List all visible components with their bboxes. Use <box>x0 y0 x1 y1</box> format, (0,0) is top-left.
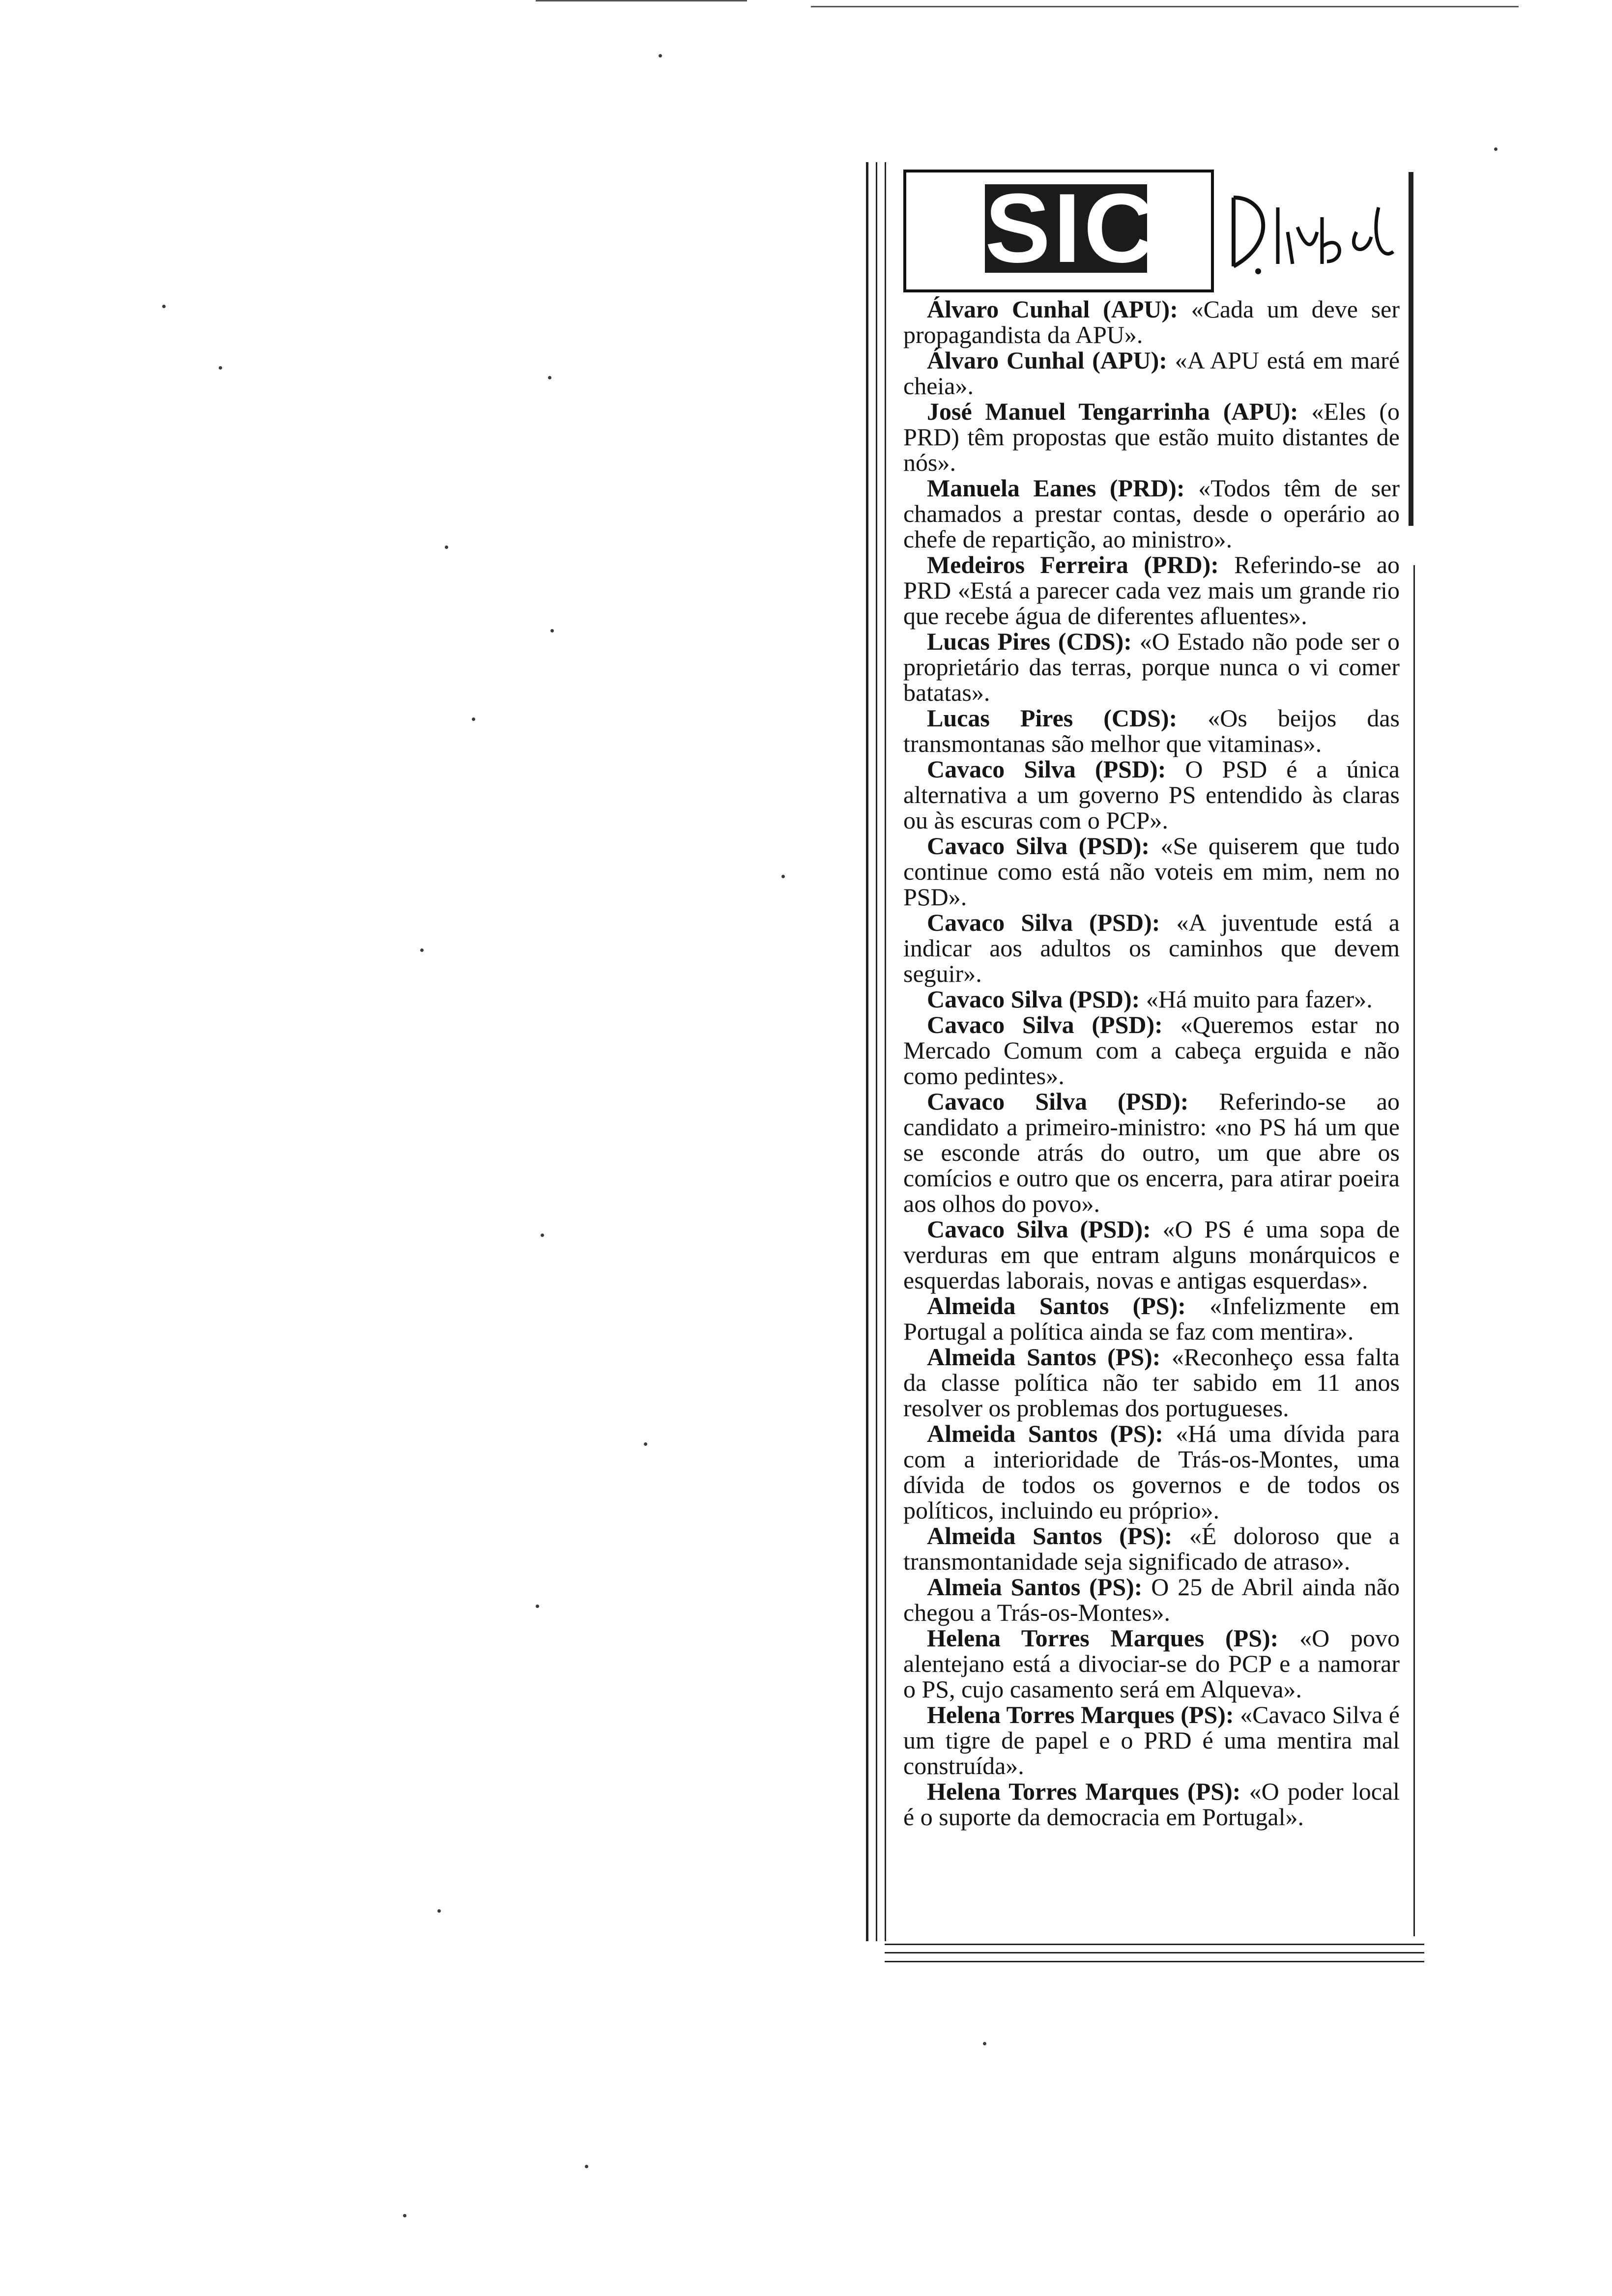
quote-text: «É doloroso que a transmontanidade seja significado de atraso». <box>903 1522 1400 1575</box>
quote-entry <box>903 1344 1400 1421</box>
quote-entry <box>903 986 1400 1012</box>
scan-speck <box>983 2042 986 2045</box>
speaker-name: Manuela Eanes (PRD): <box>927 474 1185 502</box>
quote-entry <box>903 475 1400 552</box>
speaker-name: Almeida Santos (PS): <box>927 1420 1163 1447</box>
quote-text: «Todos têm de ser chamados a prestar contas, desde o operário ao chefe de repartição, ao ministro». <box>903 474 1400 553</box>
frame-right-rule-lower <box>1413 565 1415 1936</box>
handwritten-signature <box>1224 178 1401 281</box>
scan-speck <box>403 2214 406 2217</box>
speaker-name: Cavaco Silva (PSD): <box>927 1215 1151 1243</box>
speaker-name: Helena Torres Marques (PS): <box>927 1701 1234 1728</box>
quote-text: «Há muito para fazer». <box>1146 985 1373 1013</box>
quote-entry <box>903 705 1400 756</box>
frame-left-rule-inner <box>885 162 886 1941</box>
speaker-name: Cavaco Silva (PSD): <box>927 985 1140 1013</box>
scan-speck <box>437 1909 441 1913</box>
scan-speck <box>781 875 785 878</box>
quote-entry <box>903 399 1400 475</box>
speaker-name: Cavaco Silva (PSD): <box>927 832 1150 860</box>
frame-right-rule <box>1409 172 1413 526</box>
sic-logo <box>903 170 1214 292</box>
quote-entry <box>903 1293 1400 1344</box>
frame-bottom-rule <box>885 1944 1424 1945</box>
frame-left-rule <box>866 162 868 1941</box>
quote-text: Referindo-se ao candidato a primeiro-ministro: «no PS há um que se esconde atrás do outro, um que abre os comícios e outro que os encerra, para atirar poeira aos olhos do povo». <box>903 1088 1400 1217</box>
quote-text: «Cavaco Silva é um tigre de papel e o PRD é uma mentira mal construída». <box>903 1701 1400 1779</box>
scan-speck <box>219 366 222 370</box>
top-rule <box>536 0 747 1</box>
speaker-name: Álvaro Cunhal (APU): <box>927 346 1167 374</box>
frame-bottom-rule <box>885 1952 1424 1953</box>
quote-text: «Infelizmente em Portugal a política ainda se faz com mentira». <box>903 1292 1400 1345</box>
quote-entry <box>903 1523 1400 1574</box>
scan-speck <box>550 629 554 632</box>
quote-text: «O povo alentejano está a divociar-se do PCP e a namorar o PS, cujo casamento será em Alqueva». <box>903 1624 1400 1703</box>
signature-icon <box>1224 178 1401 281</box>
quote-text: «Há uma dívida para com a interioridade de Trás-os-Montes, uma dívida de todos os governos e de todos os políticos, incluindo eu próprio». <box>903 1420 1400 1524</box>
speaker-name: Medeiros Ferreira (PRD): <box>927 551 1219 578</box>
speaker-name: Lucas Pires (CDS): <box>927 628 1132 655</box>
quote-entry <box>903 347 1400 399</box>
speaker-name: Cavaco Silva (PSD): <box>927 1088 1189 1115</box>
quote-entry <box>903 1089 1400 1216</box>
quote-text: «O Estado não pode ser o proprietário das terras, porque nunca o vi comer batatas». <box>903 628 1400 706</box>
scan-speck <box>1494 147 1497 151</box>
sic-logo-text: SIC <box>985 173 1158 283</box>
quote-entry <box>903 833 1400 910</box>
quote-entry <box>903 1625 1400 1702</box>
speaker-name: Almeida Santos (PS): <box>927 1292 1186 1320</box>
speaker-name: Almeia Santos (PS): <box>927 1573 1143 1601</box>
quote-entry <box>903 910 1400 986</box>
quote-text: O PSD é a única alternativa a um governo PS entendido às claras ou às escuras com o PCP». <box>903 755 1400 834</box>
quote-entry <box>903 1216 1400 1293</box>
quote-text: «O poder local é o suporte da democracia em Portugal». <box>903 1778 1400 1831</box>
speaker-name: Almeida Santos (PS): <box>927 1522 1173 1550</box>
speaker-name: Cavaco Silva (PSD): <box>927 909 1160 936</box>
scan-speck <box>659 54 662 57</box>
quote-entry <box>903 1779 1400 1830</box>
quote-text: «Reconheço essa falta da classe política não ter sabido em 11 anos resolver os problemas dos portugueses. <box>903 1343 1400 1422</box>
quote-text: O 25 de Abril ainda não chegou a Trás-os-Montes». <box>903 1573 1400 1626</box>
speaker-name: Cavaco Silva (PSD): <box>927 755 1166 783</box>
quote-text: Referindo-se ao PRD «Está a parecer cada vez mais um grande rio que recebe água de diferentes afluentes». <box>903 551 1400 630</box>
quote-entry <box>903 629 1400 705</box>
frame-left-rule-inner <box>876 162 877 1941</box>
quote-text: «Cada um deve ser propagandista da APU». <box>903 295 1400 348</box>
quote-entry <box>903 1012 1400 1089</box>
scan-speck <box>585 2165 588 2168</box>
speaker-name: Almeida Santos (PS): <box>927 1343 1161 1371</box>
scan-speck <box>162 305 166 308</box>
quote-text: «O PS é uma sopa de verduras em que entram alguns monárquicos e esquerdas laborais, novas e antigas esquerdas». <box>903 1215 1400 1294</box>
scan-speck <box>420 948 424 952</box>
frame-bottom-rule <box>885 1961 1424 1962</box>
quote-text: «Eles (o PRD) têm propostas que estão muito distantes de nós». <box>903 398 1400 476</box>
scan-speck <box>445 545 448 549</box>
scan-speck <box>536 1605 539 1608</box>
quote-text: «Os beijos das transmontanas são melhor que vitaminas». <box>903 704 1400 757</box>
speaker-name: Álvaro Cunhal (APU): <box>927 295 1178 323</box>
quote-entry <box>903 1574 1400 1625</box>
quote-entry <box>903 1421 1400 1523</box>
top-rule <box>811 6 1519 7</box>
quote-entry <box>903 552 1400 629</box>
quote-entry <box>903 1702 1400 1779</box>
quotes-column <box>903 296 1400 1830</box>
scan-speck <box>472 718 475 721</box>
quote-text: «A APU está em maré cheia». <box>903 346 1400 400</box>
quote-entry <box>903 756 1400 833</box>
quote-text: «A juventude está a indicar aos adultos os caminhos que devem seguir». <box>903 909 1400 987</box>
scan-speck <box>548 376 551 379</box>
speaker-name: Lucas Pires (CDS): <box>927 704 1178 732</box>
scan-speck <box>541 1234 544 1237</box>
speaker-name: Cavaco Silva (PSD): <box>927 1011 1163 1038</box>
speaker-name: Helena Torres Marques (PS): <box>927 1624 1279 1652</box>
speaker-name: Helena Torres Marques (PS): <box>927 1778 1241 1805</box>
quote-text: «Queremos estar no Mercado Comum com a cabeça erguida e não como pedintes». <box>903 1011 1400 1090</box>
quote-entry <box>903 296 1400 347</box>
scan-speck <box>644 1442 647 1446</box>
quote-text: «Se quiserem que tudo continue como está não voteis em mim, nem no PSD». <box>903 832 1400 911</box>
speaker-name: José Manuel Tengarrinha (APU): <box>927 398 1298 425</box>
